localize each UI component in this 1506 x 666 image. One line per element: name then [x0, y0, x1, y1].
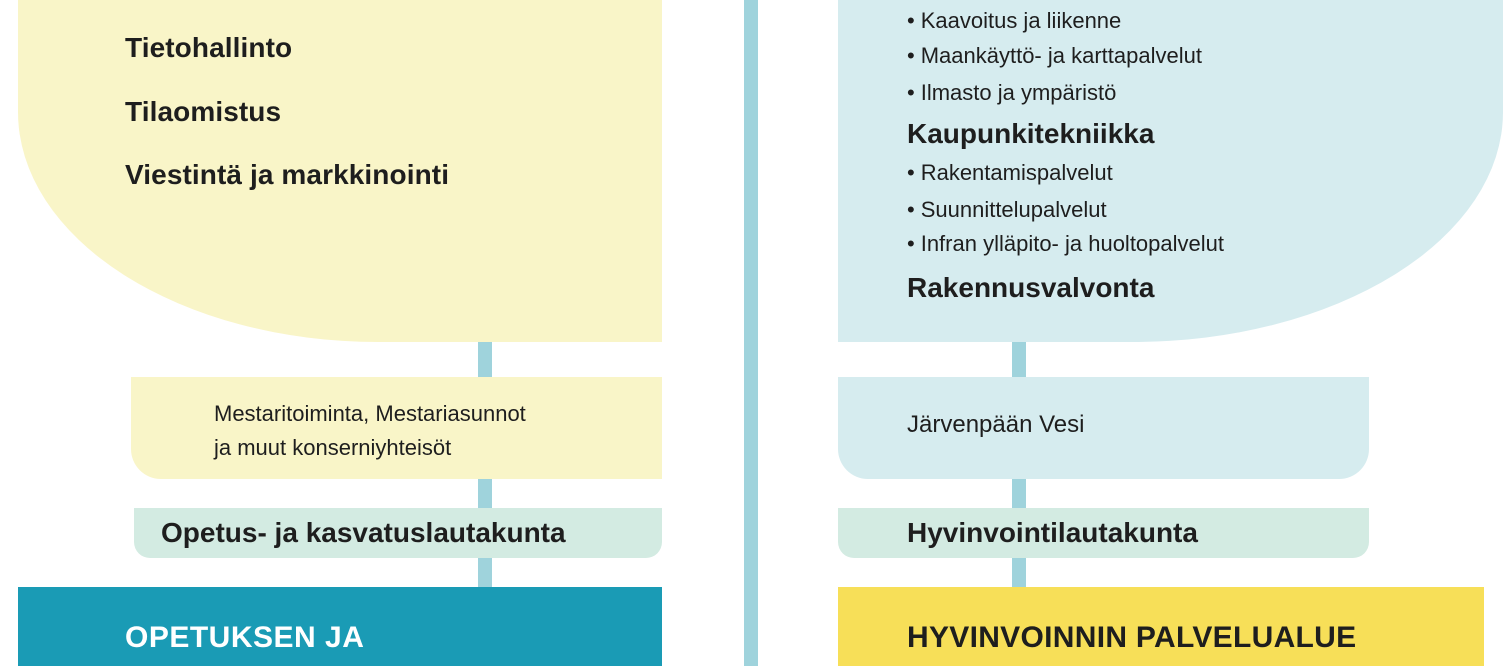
- unit-tilaomistus: Tilaomistus: [125, 96, 282, 127]
- bullet-rakentamispalvelut: • Rakentamispalvelut: [907, 160, 1113, 186]
- connector-line: [1012, 342, 1026, 377]
- unit-viestinta: Viestintä ja markkinointi: [125, 159, 450, 190]
- heading-kaupunkitekniikka: Kaupunkitekniikka: [907, 118, 1155, 149]
- connector-line: [1012, 479, 1026, 508]
- column-divider: [744, 0, 758, 666]
- subsidiary-jarvenpaan-vesi: Järvenpään Vesi: [907, 411, 1085, 438]
- bullet-suunnittelupalvelut: • Suunnittelupalvelut: [907, 197, 1107, 223]
- unit-tietohallinto: Tietohallinto: [125, 32, 293, 63]
- bullet-ilmasto: • Ilmasto ja ympäristö: [907, 80, 1116, 106]
- subsidiaries-line-2: ja muut konserniyhteisöt: [214, 435, 452, 460]
- left-subsidiaries-box: [131, 377, 662, 479]
- bullet-infran-yllapito: • Infran ylläpito- ja huoltopalvelut: [907, 231, 1224, 257]
- left-board-box: Opetus- ja kasvatuslautakunta: [134, 508, 662, 558]
- connector-line: [1012, 558, 1026, 587]
- right-board-box: Hyvinvointilautakunta: [838, 508, 1369, 558]
- left-division-banner: OPETUKSEN JA: [18, 587, 662, 666]
- right-division-banner: HYVINVOINNIN PALVELUALUE: [838, 587, 1484, 666]
- connector-line: [478, 479, 492, 508]
- subsidiaries-line-1: Mestaritoiminta, Mestariasunnot: [214, 401, 526, 426]
- bullet-maankaytto: • Maankäyttö- ja karttapalvelut: [907, 43, 1202, 69]
- connector-line: [478, 558, 492, 587]
- connector-line: [478, 342, 492, 377]
- heading-rakennusvalvonta: Rakennusvalvonta: [907, 272, 1155, 303]
- right-subsidiary-box: [838, 377, 1369, 479]
- bullet-kaavoitus: • Kaavoitus ja liikenne: [907, 8, 1121, 34]
